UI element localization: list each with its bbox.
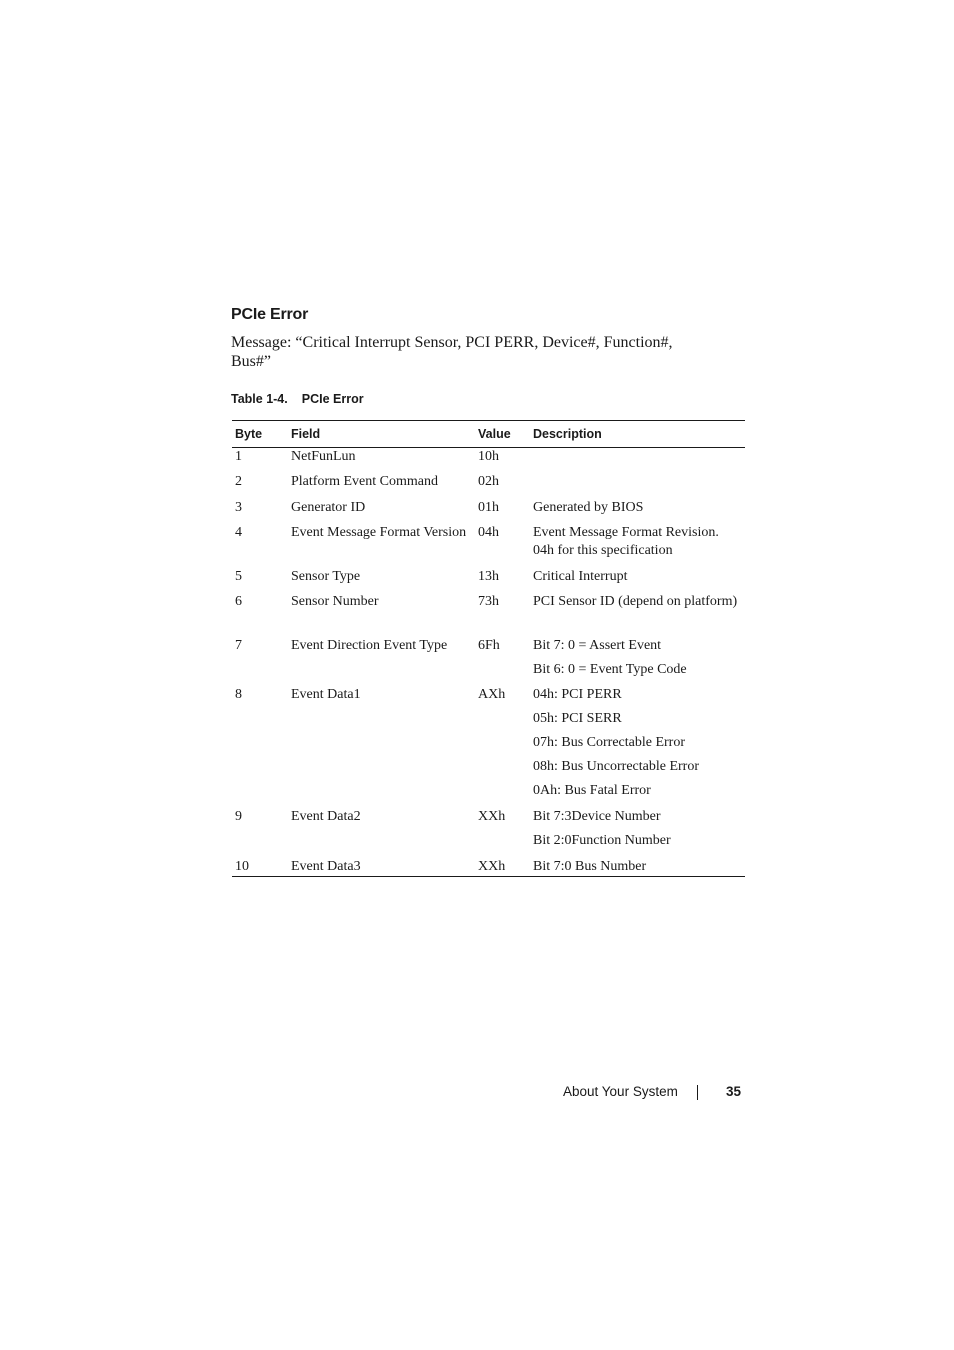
cell-field: Event Message Format Version [291, 525, 467, 540]
cell-value: 6Fh [478, 638, 500, 653]
page-number: 35 [726, 1084, 742, 1099]
table-body [232, 448, 745, 877]
description-line: Generated by BIOS [533, 500, 644, 515]
table-row [232, 524, 745, 568]
cell-field: Event Data1 [291, 687, 361, 702]
cell-description [530, 499, 745, 524]
table-row [232, 686, 745, 808]
cell-field: Event Direction Event Type [291, 638, 448, 653]
description-line: 07h: Bus Correctable Error [533, 735, 686, 750]
cell-value: 01h [478, 500, 499, 515]
cell-byte: 5 [235, 569, 242, 584]
cell-value: 02h [478, 474, 499, 489]
cell-description [530, 568, 745, 593]
description-line: Bit 2:0Function Number [533, 833, 671, 848]
column-header-field: Field [288, 421, 475, 448]
cell-field: Platform Event Command [291, 474, 438, 489]
section-heading: PCIe Error [231, 306, 309, 323]
cell-description [530, 473, 745, 499]
cell-value: 73h [478, 594, 499, 609]
table-row [232, 473, 745, 499]
table-row [232, 593, 745, 637]
description-line: PCI Sensor ID (depend on platform) [533, 594, 738, 609]
cell-byte: 8 [235, 687, 242, 702]
table-row [232, 499, 745, 524]
description-line: 05h: PCI SERR [533, 711, 622, 726]
cell-description [530, 593, 745, 637]
table-row [232, 637, 745, 686]
description-line: Bit 7: 0 = Assert Event [533, 638, 662, 653]
table-row [232, 568, 745, 593]
cell-field: Sensor Type [291, 569, 361, 584]
table-row [232, 858, 745, 877]
table-caption-number: Table 1-4. [231, 392, 288, 406]
description-line: 0Ah: Bus Fatal Error [533, 783, 651, 798]
cell-value: 13h [478, 569, 499, 584]
cell-description [530, 448, 745, 474]
table-row [232, 448, 745, 474]
description-line: Bit 7:3Device Number [533, 809, 661, 824]
description-line: Critical Interrupt [533, 569, 628, 584]
cell-byte: 9 [235, 809, 242, 824]
cell-byte: 7 [235, 638, 242, 653]
column-header-description: Description [530, 421, 745, 448]
description-line: 08h: Bus Uncorrectable Error [533, 759, 699, 774]
table-row [232, 808, 745, 858]
cell-byte: 2 [235, 474, 242, 489]
cell-field: Event Data3 [291, 859, 361, 874]
cell-byte: 6 [235, 594, 242, 609]
table-caption-title: PCIe Error [301, 392, 364, 406]
cell-description [530, 524, 745, 568]
cell-field: Sensor Number [291, 594, 379, 609]
description-line: Bit 7:0 Bus Number [533, 859, 647, 874]
cell-byte: 1 [235, 449, 242, 464]
cell-value: XXh [478, 809, 506, 824]
cell-field: Generator ID [291, 500, 366, 515]
description-line: Event Message Format Revision. 04h for this specification [533, 525, 719, 558]
cell-value: XXh [478, 859, 506, 874]
footer-separator [697, 1085, 698, 1100]
cell-byte: 10 [235, 859, 249, 874]
column-header-byte: Byte [232, 421, 288, 448]
cell-description [530, 808, 745, 858]
cell-byte: 4 [235, 525, 242, 540]
footer-section-name: About Your System [563, 1084, 678, 1099]
table-header-row [232, 421, 745, 448]
cell-field: NetFunLun [291, 449, 356, 464]
description-line: Bit 6: 0 = Event Type Code [533, 662, 687, 677]
cell-description [530, 686, 745, 808]
message-text: Message: “Critical Interrupt Sensor, PCI PERR, Device#, Function#, Bus#” [231, 334, 673, 370]
table-caption [231, 392, 364, 406]
cell-value: 10h [478, 449, 499, 464]
cell-description [530, 858, 745, 877]
cell-value: 04h [478, 525, 499, 540]
description-line: 04h: PCI PERR [533, 687, 622, 702]
cell-value: AXh [478, 687, 506, 702]
cell-byte: 3 [235, 500, 242, 515]
cell-description [530, 637, 745, 686]
cell-field: Event Data2 [291, 809, 361, 824]
page-footer [0, 1084, 954, 1104]
column-header-value: Value [475, 421, 530, 448]
pcie-error-table [232, 420, 745, 877]
